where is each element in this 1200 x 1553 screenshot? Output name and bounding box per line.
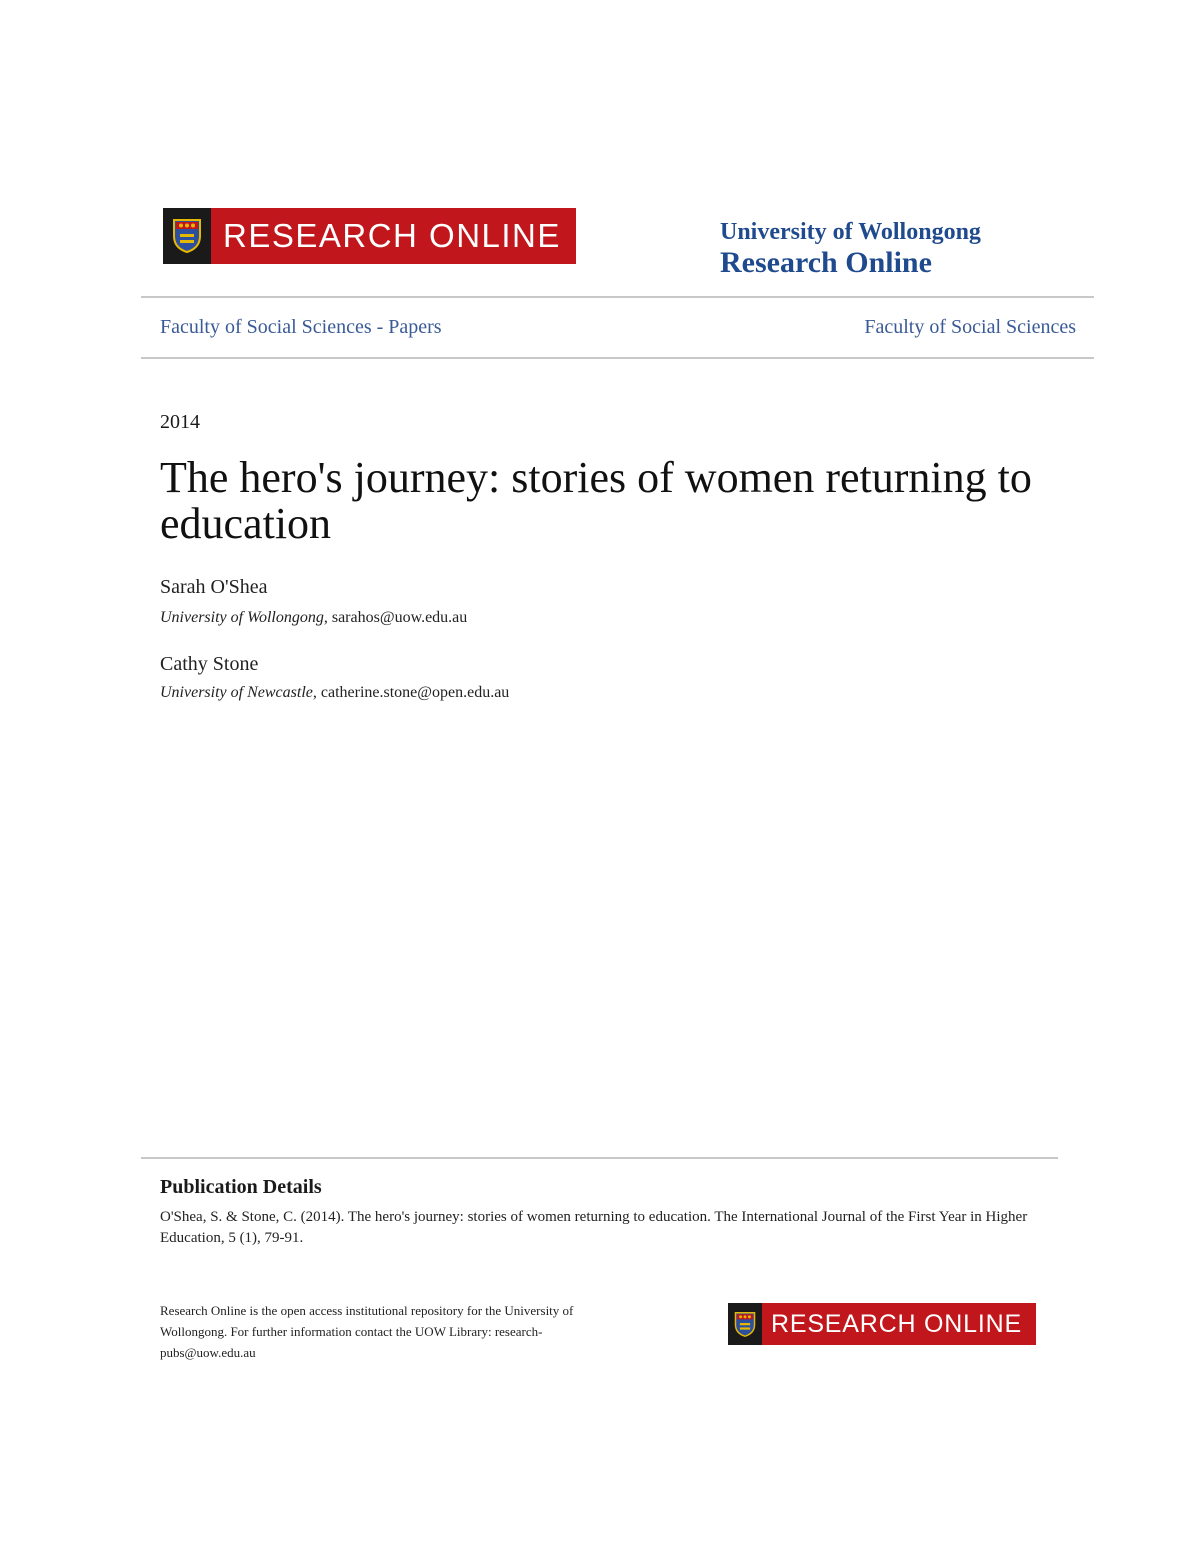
faculty-papers-link[interactable]: Faculty of Social Sciences - Papers — [160, 316, 442, 338]
paper-title[interactable]: The hero's journey: stories of women returning to education — [160, 453, 1032, 548]
author-email: , catherine.stone@open.edu.au — [312, 684, 510, 701]
institution-name: University of Wollongong — [160, 609, 324, 626]
university-shield-icon — [728, 1303, 762, 1345]
publication-citation: O'Shea, S. & Stone, C. (2014). The hero's journey: stories of women returning to education. The International Journal of the First Year in Higher Education, 5 (1), 79-91. — [160, 1209, 1028, 1246]
author-affiliation — [160, 684, 509, 702]
research-online-logo — [163, 208, 576, 264]
university-name: University of Wollongong — [720, 219, 981, 245]
publication-details-heading: Publication Details — [160, 1176, 322, 1198]
publication-year: 2014 — [160, 411, 200, 433]
research-online-logo-small — [728, 1303, 1036, 1345]
divider — [141, 1157, 1058, 1159]
logo-wordmark: RESEARCH ONLINE — [771, 1309, 1022, 1338]
author-name[interactable]: Sarah O'Shea — [160, 576, 268, 598]
author-name[interactable]: Cathy Stone — [160, 653, 259, 675]
institution-name: University of Newcastle — [160, 684, 313, 701]
research-online-name: Research Online — [720, 246, 932, 279]
university-shield-icon — [163, 208, 211, 264]
divider — [141, 357, 1094, 359]
divider — [141, 296, 1094, 298]
author-affiliation — [160, 609, 467, 627]
faculty-link[interactable]: Faculty of Social Sciences — [864, 316, 1076, 338]
author-email: , sarahos@uow.edu.au — [323, 609, 468, 626]
repository-notice: Research Online is the open access institutional repository for the University of Wollongong. For further information contact the UOW Library: research-pubs@uow.edu.au — [160, 1303, 574, 1360]
uow-research-online-title[interactable] — [720, 218, 981, 280]
logo-wordmark: RESEARCH ONLINE — [223, 217, 561, 254]
